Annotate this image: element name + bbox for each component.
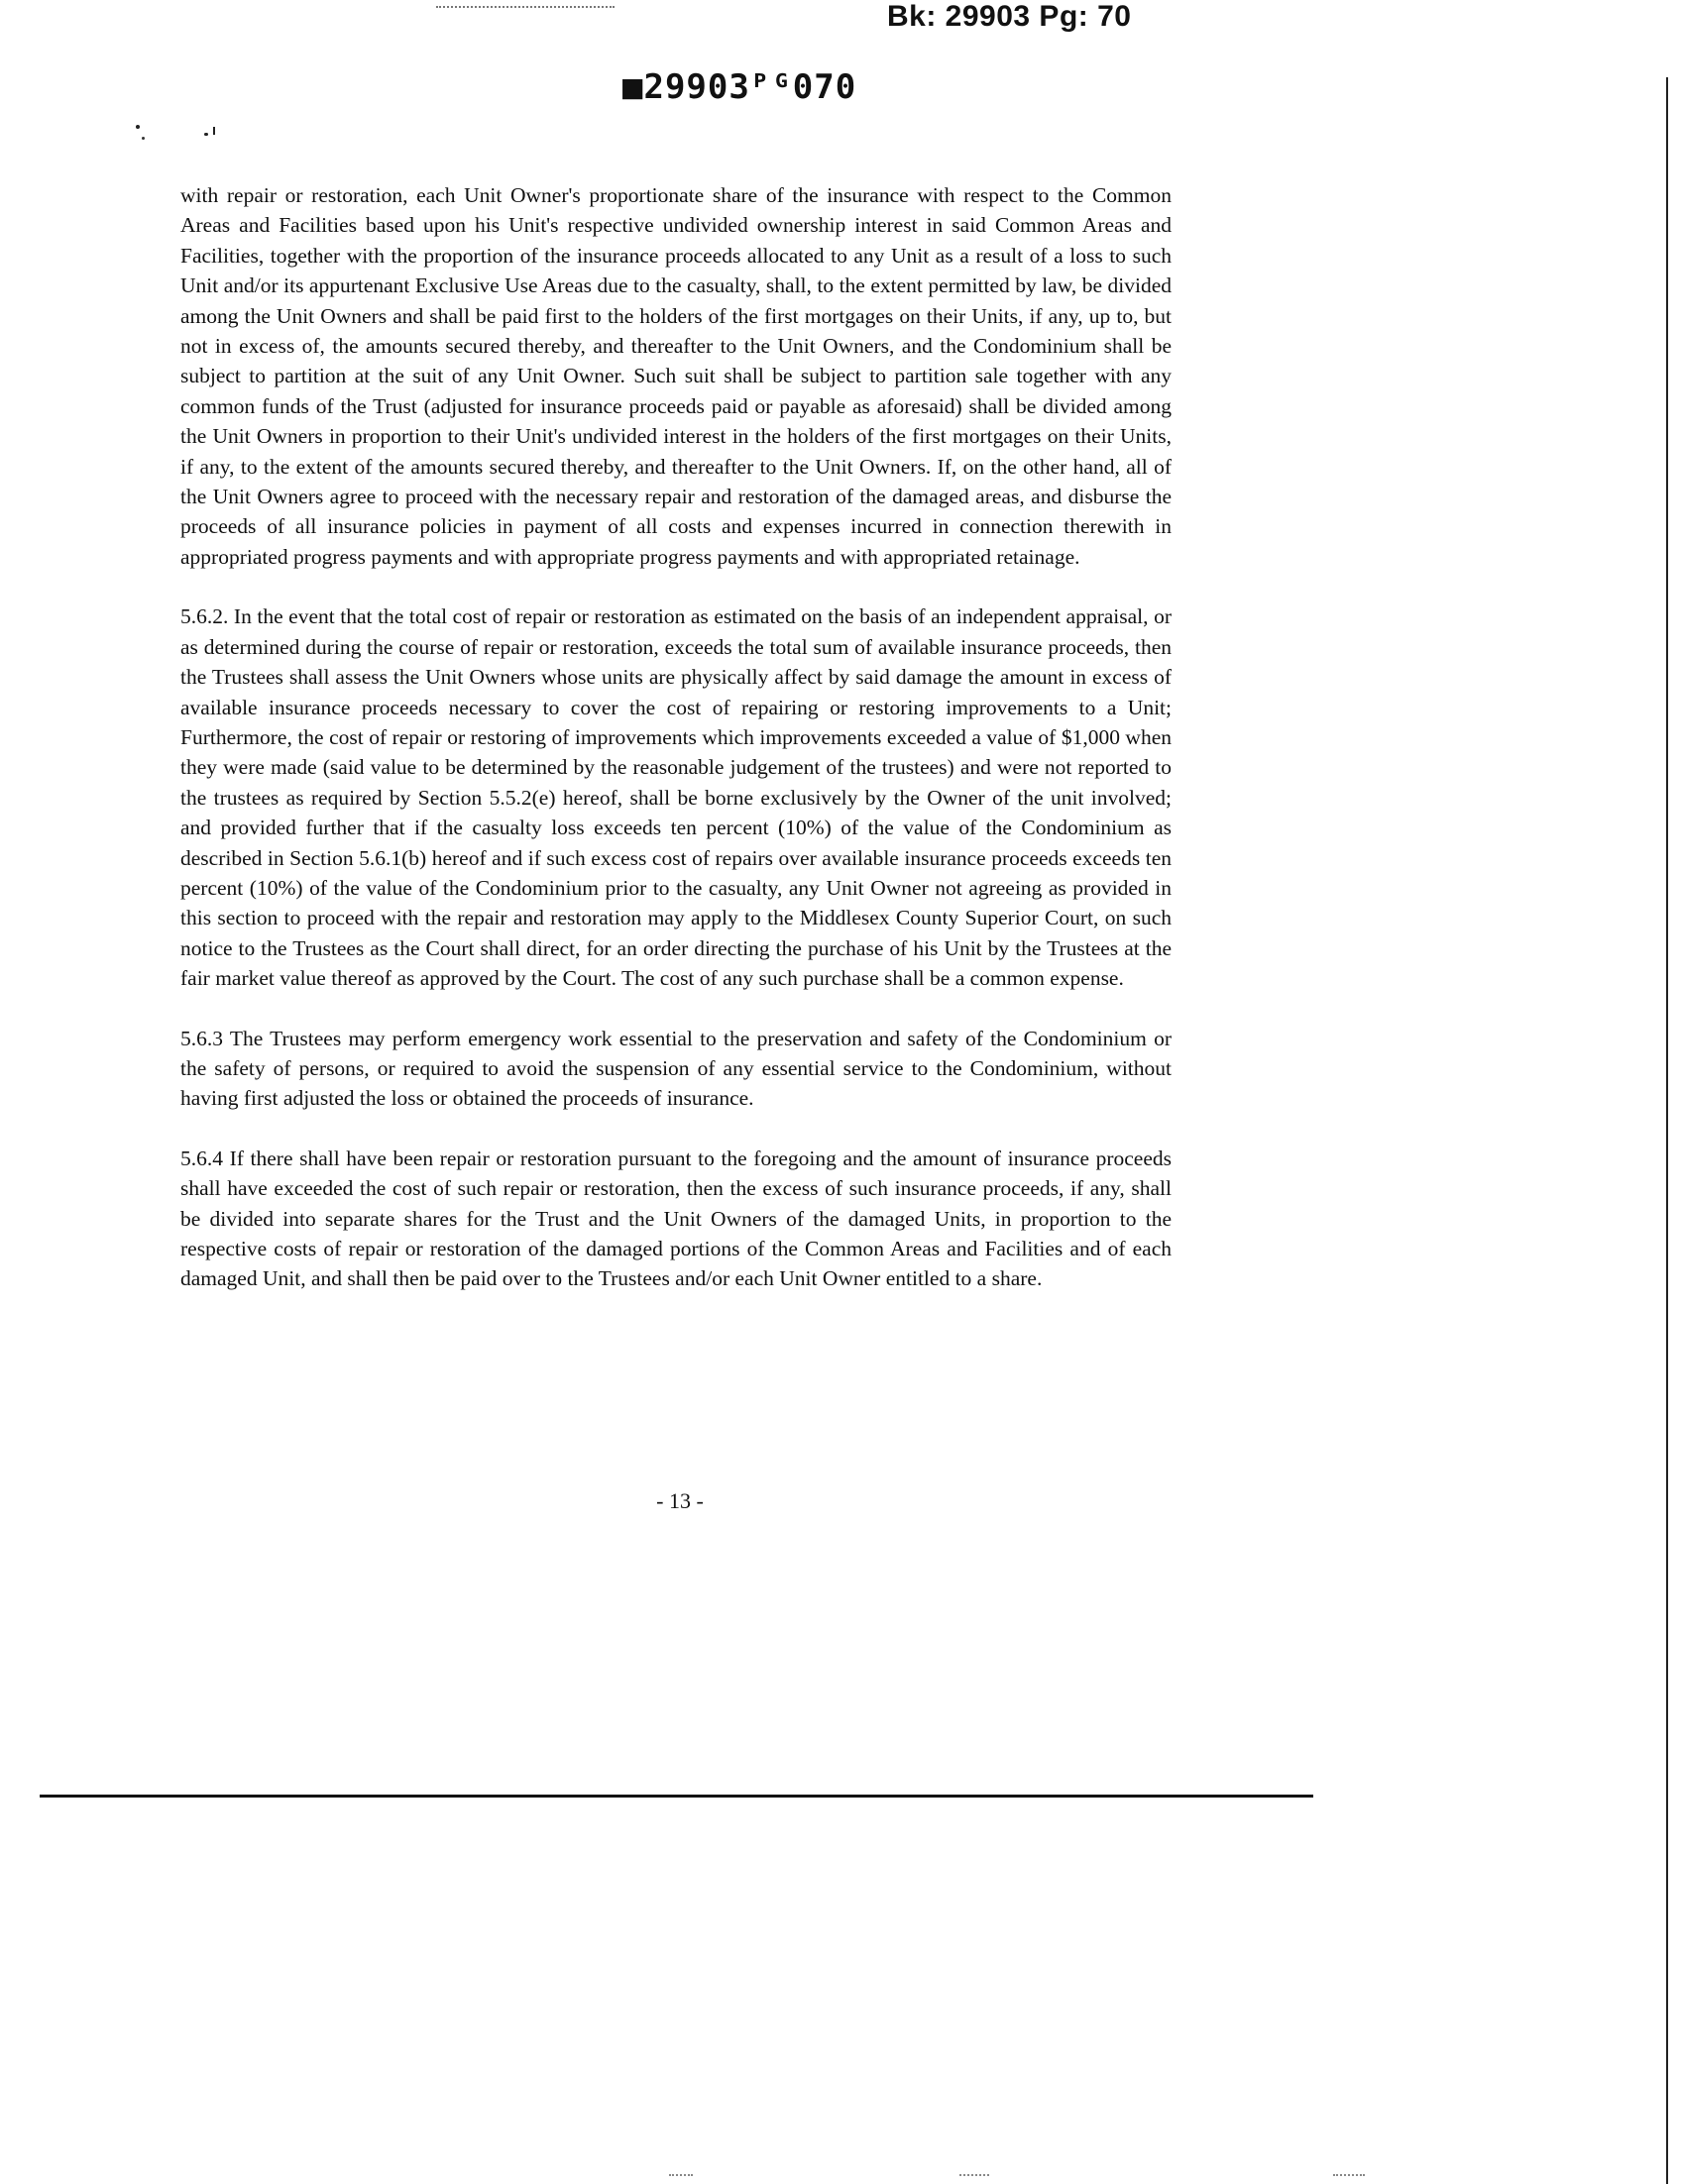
scan-artifact-bottom [959, 2174, 989, 2176]
scan-speck [213, 127, 215, 135]
scan-speck [204, 133, 208, 136]
scan-speck [142, 137, 145, 140]
scan-artifact-bottom [1333, 2174, 1365, 2176]
bottom-horizontal-rule [40, 1795, 1313, 1798]
document-body [180, 180, 1172, 1324]
paragraph-continuation: with repair or restoration, each Unit Owner's proportionate share of the insurance with respect to the Common Areas and Facilities based upon his Unit's respective undivided ownership interest in said Common Areas and Facilities, together with the proportion of the insurance proceeds allocated to any Unit as a result of a loss to such Unit and/or its appurtenant Exclusive Use Areas due to the casualty, shall, to the extent permitted by law, be divided among the Unit Owners and shall be paid first to the holders of the first mortgages on their Units, if any, up to, but not in excess of, the amounts secured thereby, and thereafter to the Unit Owners, and the Condominium shall be subject to partition at the suit of any Unit Owner. Such suit shall be subject to partition sale together with any common funds of the Trust (adjusted for insurance proceeds paid or payable as aforesaid) shall be divided among the Unit Owners in proportion to their Unit's undivided interest in the holders of the first mortgages on their Units, if any, to the extent of the amounts secured thereby, and thereafter to the Unit Owners. If, on the other hand, all of the Unit Owners agree to proceed with the necessary repair and restoration of the damaged areas, and disburse the proceeds of all insurance policies in payment of all costs and expenses incurred in connection therewith in appropriated progress payments and with appropriate progress payments and with appropriated retainage. [180, 183, 1172, 569]
recording-stamp-number: ■29903ᴾᴳ070 [622, 67, 857, 107]
paragraph-5-6-2: 5.6.2. In the event that the total cost of repair or restoration as estimated on the basis of an independent appraisal, or as determined during the course of repair or restoration, exceeds the total sum of available insurance proceeds, then the Trustees shall assess the Unit Owners whose units are physically affect by said damage the amount in excess of available insurance proceeds necessary to cover the cost of repairing or restoring improvements to a Unit; Furthermore, the cost of repair or restoring of improvements which improvements exceeded a value of $1,000 when they were made (said value to be determined by the reasonable judgement of the trustees) and were not reported to the trustees as required by Section 5.5.2(e) hereof, shall be borne exclusively by the Owner of the unit involved; and provided further that if the casualty loss exceeds ten percent (10%) of the value of the Condominium as described in Section 5.6.1(b) hereof and if such excess cost of repairs over available insurance proceeds exceeds ten percent (10%) of the value of the Condominium prior to the casualty, any Unit Owner not agreeing as provided in this section to proceed with the repair and restoration may apply to the Middlesex County Superior Court, on such notice to the Trustees as the Court shall direct, for an order directing the purchase of his Unit by the Trustees at the fair market value thereof as approved by the Court. The cost of any such purchase shall be a common expense. [180, 604, 1172, 991]
right-margin-rule [1666, 77, 1668, 2184]
book-page-reference: Bk: 29903 Pg: 70 [887, 0, 1132, 33]
paragraph-5-6-4: 5.6.4 If there shall have been repair or restoration pursuant to the foregoing and the amount of insurance proceeds shall have exceeded the cost of such repair or restoration, then the excess of such insurance proceeds, if any, shall be divided into separate shares for the Trust and the Unit Owners of the damaged Units, in proportion to the respective costs of repair or restoration of the damaged portions of the Common Areas and Facilities and of each damaged Unit, and shall then be paid over to the Trustees and/or each Unit Owner entitled to a share. [180, 1146, 1172, 1291]
paragraph-5-6-3: 5.6.3 The Trustees may perform emergency work essential to the preservation and safety of the Condominium or the safety of persons, or required to avoid the suspension of any essential service to the Condominium, without having first adjusted the loss or obtained the proceeds of insurance. [180, 1026, 1172, 1111]
scan-speck [136, 125, 140, 129]
scan-artifact-top [436, 6, 615, 8]
scan-artifact-bottom [669, 2174, 693, 2176]
page-number: - 13 - [656, 1488, 704, 1513]
